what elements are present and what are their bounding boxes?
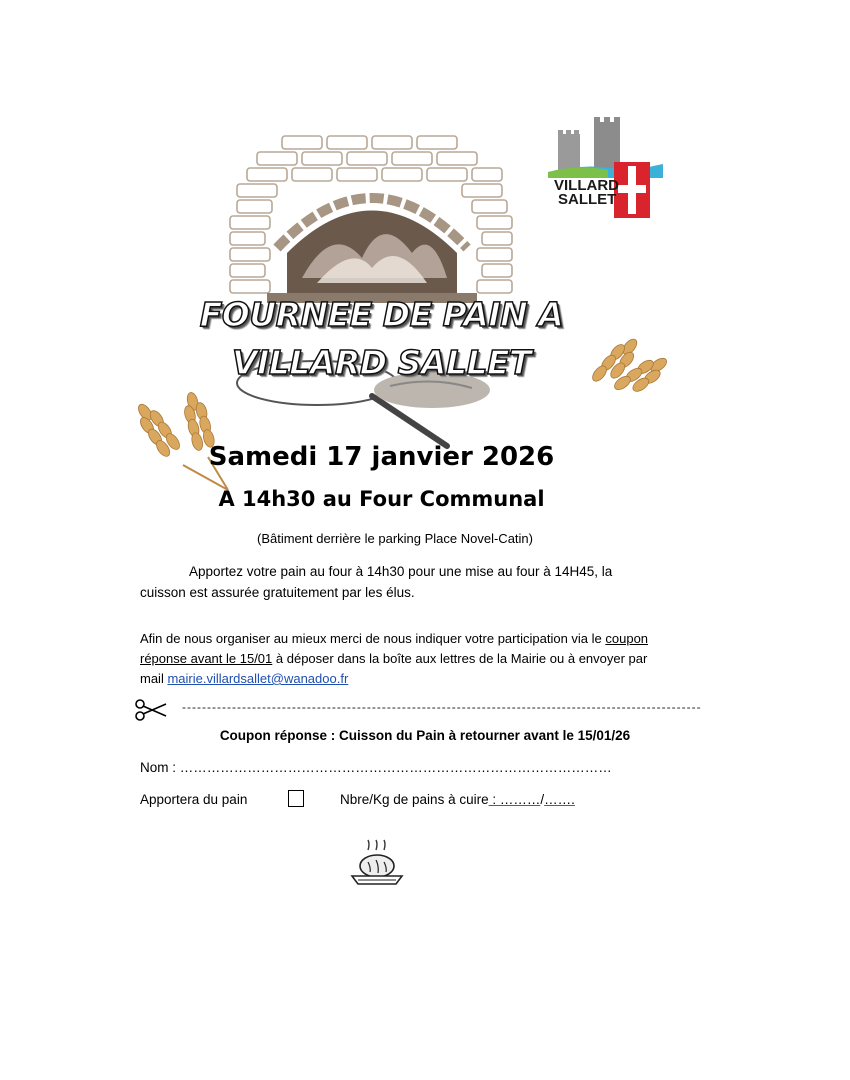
participation-paragraph: [140, 629, 655, 689]
scissors-icon: [134, 699, 168, 721]
bread-count-separator: /: [540, 792, 545, 807]
page-title-line2: VILLARD SALLET: [231, 343, 532, 382]
bread-count-blank: : ………: [488, 792, 541, 807]
bread-count-field[interactable]: [340, 792, 575, 807]
logo-text-line2: SALLET: [558, 191, 617, 208]
coupon-deadline-text: coupon réponse avant le 15/01: [140, 631, 649, 666]
cut-dashed-line: --------------------------------------------------------------------------------------------------------: [182, 700, 702, 714]
instructions-paragraph: Apportez votre pain au four à 14h30 pour une mise au four à 14H45, la cuisson est assurée gratuitement par les élus.: [140, 564, 613, 600]
bread-row: [140, 790, 610, 812]
name-field[interactable]: Nom : ……………………………………………………………………………………: [140, 760, 612, 775]
wheat-icon: [128, 385, 238, 495]
event-date: Samedi 17 janvier 2026: [208, 442, 555, 472]
villard-sallet-logo: [548, 112, 668, 224]
page-title-line1: FOURNEE DE PAIN A: [199, 295, 564, 334]
bread-oven-illustration: [222, 128, 522, 458]
event-time-place: A 14h30 au Four Communal: [218, 487, 545, 511]
bread-basket-icon: [348, 838, 406, 886]
bread-weight-blank: …….: [544, 792, 575, 807]
bread-count-label: Nbre/Kg de pains à cuire: [340, 792, 489, 807]
logo-text-line1: VILLARD: [554, 177, 619, 194]
participation-text: Afin de nous organiser au mieux merci de nous indiquer votre participation via le: [140, 631, 606, 646]
coupon-title: Coupon réponse : Cuisson du Pain à retourner avant le 15/01/26: [219, 728, 631, 743]
bring-bread-checkbox[interactable]: [288, 790, 304, 807]
location-note: (Bâtiment derrière le parking Place Novel-Catin): [256, 531, 533, 546]
email-link[interactable]: mairie.villardsallet@wanadoo.fr: [167, 671, 349, 686]
bring-bread-label: Apportera du pain: [140, 792, 248, 807]
participation-text-cont: à déposer dans la boîte aux lettres de la Mairie ou à envoyer par mail: [140, 651, 648, 686]
